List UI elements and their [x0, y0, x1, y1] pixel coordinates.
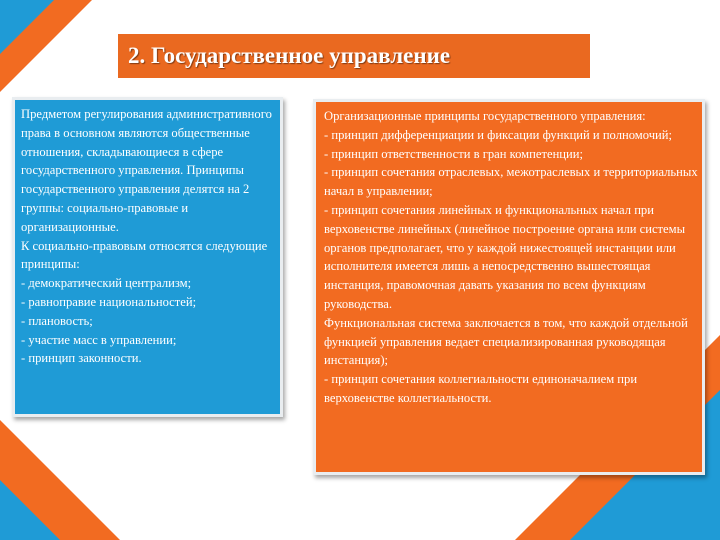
left-text-panel: Предметом регулирования административного права в основном являются общественные отношения, складывающиеся в сфере государственного управления. Принципы государственного управления делятся на 2 группы: социально-правовые и организационные. К социально-правовым относятся следующие принципы: - демократический централизм; - равноправие национальностей; - плановость; - участие масс в управлении; - принцип законности.: [12, 97, 283, 417]
title-banner: [118, 34, 590, 78]
slide-title: 2. Государственное управление: [128, 43, 451, 68]
right-text-panel: Организационные принципы государственного управления: - принцип дифференциации и фиксации функций и полномочий; - принцип ответственности в гран компетенции; - принцип сочетания отраслевых, межотраслевых и территориальных начал в управлении; - принцип сочетания линейных и функциональных начал при верховенстве линейных (линейное построение органа или системы органов предполагает, что у каждой нижестоящей инстанции или исполнителя имеется лишь а непосредственно вышестоящая инстанция, правомочная давать указания по всем функциям руководства. Функциональная система заключается в том, что каждой отдельной функцией управления ведает специализированная руководящая инстанция); - принцип сочетания коллегиальности единоначалием при верховенстве коллегиальности.: [313, 99, 705, 475]
